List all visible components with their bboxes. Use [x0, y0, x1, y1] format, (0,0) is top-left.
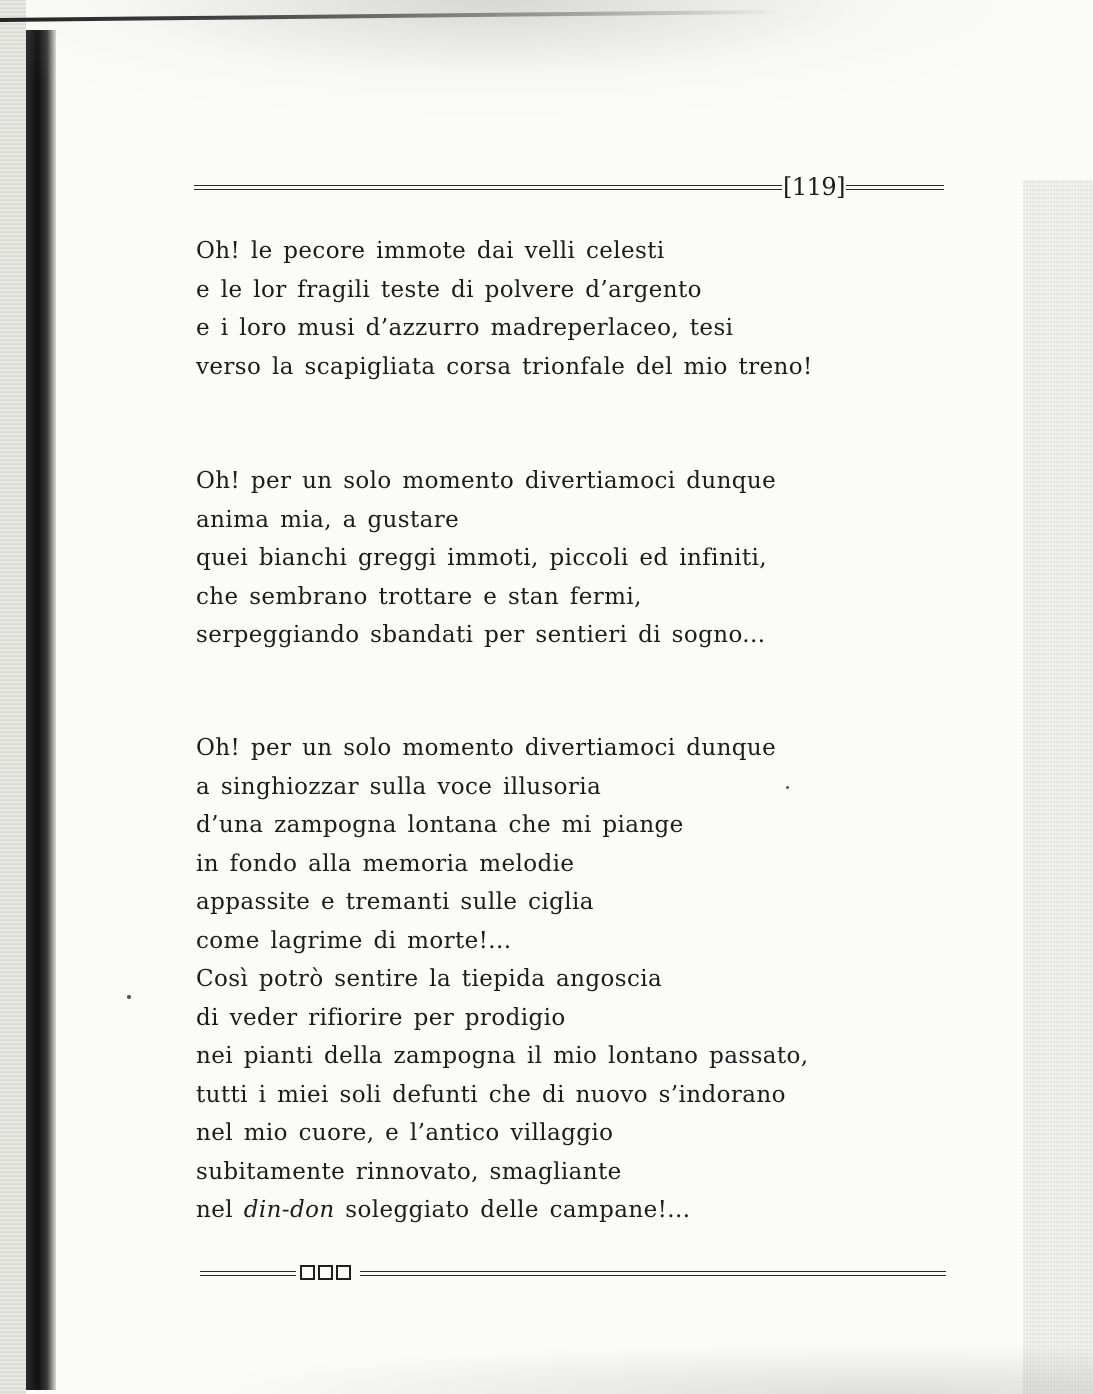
poem-line: Oh! le pecore immote dai velli celesti	[196, 238, 665, 264]
page-number: [119]	[782, 173, 846, 201]
poem-line: a singhiozzar sulla voce illusoria	[196, 773, 602, 800]
stanza-1	[196, 232, 813, 386]
poem-line: tutti i miei soli defunti che di nuovo s’indorano	[196, 1081, 786, 1108]
header-rule-right	[846, 185, 944, 190]
page-footer-ornament	[200, 1262, 946, 1286]
poem-line: quei bianchi greggi immoti, piccoli ed infiniti,	[196, 545, 767, 571]
poem-line: verso la scapigliata corsa trionfale del mio treno!	[196, 353, 813, 380]
footer-rule-left	[200, 1271, 296, 1276]
header-rule-left	[194, 185, 782, 190]
poem-line: e i loro musi d’azzurro madreperlaceo, tesi	[196, 315, 734, 341]
stanza-3	[196, 729, 809, 1230]
scan-bottom-speckle	[60, 1334, 1093, 1394]
scan-binding-shadow	[26, 30, 56, 1390]
poem-italic-word: din-don	[243, 1197, 335, 1223]
poem-line: nel mio cuore, e l’antico villaggio	[196, 1120, 614, 1146]
poem-line: Oh! per un solo momento divertiamoci dunque	[196, 735, 777, 761]
stanza-2	[196, 462, 776, 655]
poem-line: subitamente rinnovato, smagliante	[196, 1158, 622, 1185]
poem-line: nei pianti della zampogna il mio lontano passato,	[196, 1043, 809, 1069]
ornament-box-icon	[318, 1265, 333, 1280]
poem-line: che sembrano trottare e stan fermi,	[196, 583, 642, 610]
ornament-boxes	[300, 1265, 351, 1280]
scan-page-edge	[0, 0, 26, 1394]
poem-text-fragment: soleggiato delle campane!...	[334, 1197, 691, 1223]
poem-text-fragment: nel	[196, 1197, 244, 1223]
ornament-box-icon	[300, 1265, 315, 1280]
poem-line: serpeggiando sbandati per sentieri di sogno...	[196, 622, 766, 648]
poem-last-line	[196, 1191, 809, 1230]
ornament-box-icon	[336, 1265, 351, 1280]
poem-line: come lagrime di morte!...	[196, 927, 512, 954]
poem-line: anima mia, a gustare	[196, 506, 460, 533]
poem-line: di veder rifiorire per prodigio	[196, 1004, 566, 1031]
scan-speck	[127, 995, 131, 999]
scan-right-speckle	[1023, 180, 1093, 1394]
poem-line: e le lor fragili teste di polvere d’argento	[196, 276, 702, 303]
poem-line: in fondo alla memoria melodie	[196, 850, 575, 877]
poem-line: Oh! per un solo momento divertiamoci dunque	[196, 468, 777, 494]
poem-line: appassite e tremanti sulle ciglia	[196, 889, 594, 915]
poem-line: Così potrò sentire la tiepida angoscia	[196, 966, 663, 992]
footer-rule-right	[360, 1271, 946, 1276]
page-header	[194, 170, 944, 204]
poem-line: d’una zampogna lontana che mi piange	[196, 812, 684, 838]
